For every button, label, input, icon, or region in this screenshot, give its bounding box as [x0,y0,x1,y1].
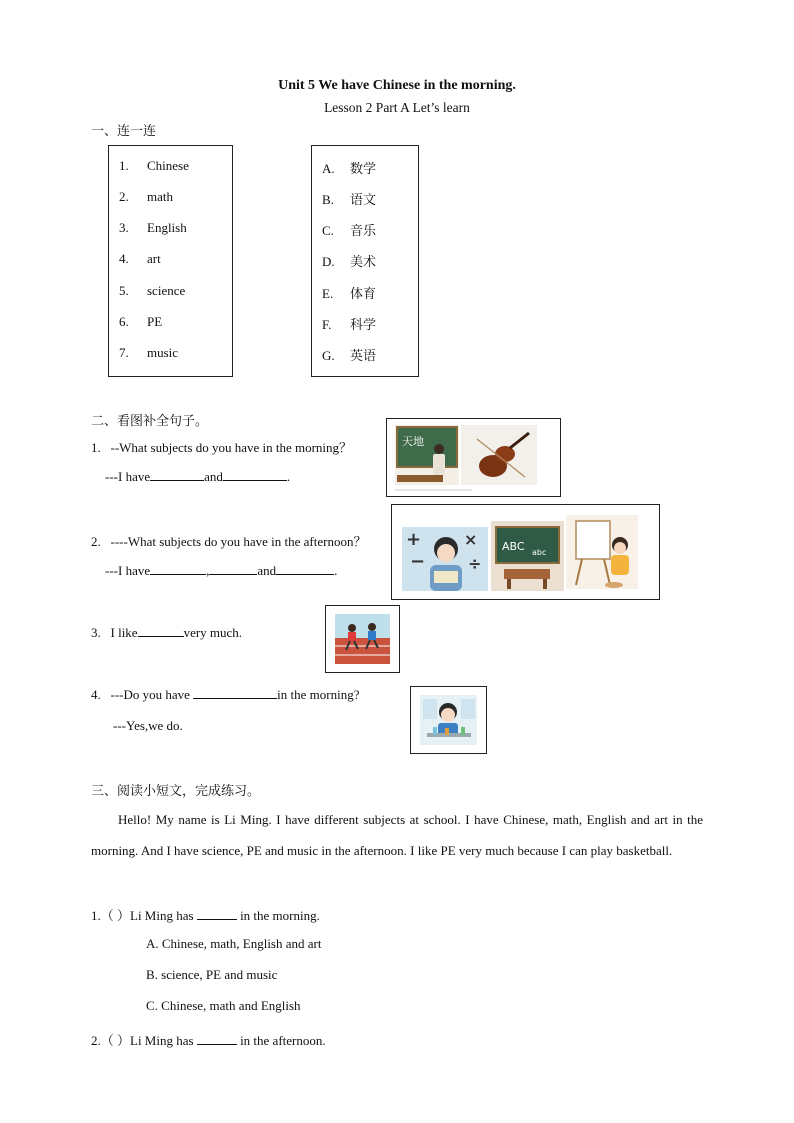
science-lab-illustration [411,687,486,753]
list-item: G. 英语 [322,348,377,364]
section2-heading: 二、看图补全句子。 [91,414,209,429]
question-3: 3. I like very much. [91,625,243,640]
answer-blank[interactable] [209,562,257,575]
svg-text:−: − [410,551,426,572]
answer-blank[interactable] [197,907,237,920]
question-1: 1. --What subjects do you have in the morning？ [91,440,353,455]
list-item: A. 数学 [322,161,377,177]
list-item: F. 科学 [322,317,377,333]
chinese-words-box [311,145,419,377]
list-item: 4. art [119,251,161,266]
svg-text:+: + [406,529,422,550]
answer-blank[interactable] [150,562,206,575]
answer-blank[interactable] [197,1032,237,1045]
svg-text:÷: ÷ [468,554,482,573]
picture-math-english-art [391,504,660,600]
math-english-art-illustration [392,505,659,599]
answer-line-2: ---I have , and . [105,563,338,578]
picture-chinese-music [386,418,561,497]
chinese-music-illustration [387,419,560,496]
english-words-box [108,145,233,377]
list-item: D. 美术 [322,254,377,270]
page-title: Unit 5 We have Chinese in the morning. [278,78,516,93]
blackboard-text: 天地 [402,435,424,448]
answer-line-4: ---Yes,we do. [113,718,183,733]
reading-passage: Hello! My name is Li Ming. I have different subjects at school. I have Chinese, math, English and art in the morning. And I have science, PE and music in the afternoon. I like PE very much because I can play basketball. [91,812,703,858]
picture-pe [325,605,400,673]
reading-question-1: 1.（ ）Li Ming has in the morning. [91,908,320,923]
section3-heading: 三、阅读小短文，完成练习。 [91,784,261,799]
list-item: C. 音乐 [322,223,377,239]
question-2: 2. ----What subjects do you have in the afternoon？ [91,534,367,549]
answer-blank[interactable] [193,686,277,699]
list-item: 1. Chinese [119,158,189,173]
reading-question-2: 2.（ ）Li Ming has in the afternoon. [91,1033,326,1048]
page-subtitle: Lesson 2 Part A Let’s learn [324,100,470,115]
section1-heading: 一、连一连 [91,124,157,139]
abc-small-text: abc [532,548,547,557]
answer-line-1: ---I have and . [105,469,291,484]
list-item: 2. math [119,189,173,204]
abc-text: ABC [502,540,525,553]
answer-blank[interactable] [276,562,334,575]
option-a[interactable]: A. Chinese, math, English and art [146,936,322,951]
pe-running-illustration [326,606,399,672]
svg-text:×: × [464,530,478,549]
answer-blank[interactable] [150,468,204,481]
option-c[interactable]: C. Chinese, math and English [146,998,301,1013]
list-item: B. 语文 [322,192,377,208]
list-item: 3. English [119,220,187,235]
answer-blank[interactable] [223,468,287,481]
question-4: 4. ---Do you have in the morning? [91,687,360,702]
picture-science [410,686,487,754]
answer-blank[interactable] [138,624,184,637]
list-item: 5. science [119,283,186,298]
list-item: 6. PE [119,314,163,329]
list-item: 7. music [119,345,179,360]
list-item: E. 体育 [322,286,377,302]
option-b[interactable]: B. science, PE and music [146,967,278,982]
